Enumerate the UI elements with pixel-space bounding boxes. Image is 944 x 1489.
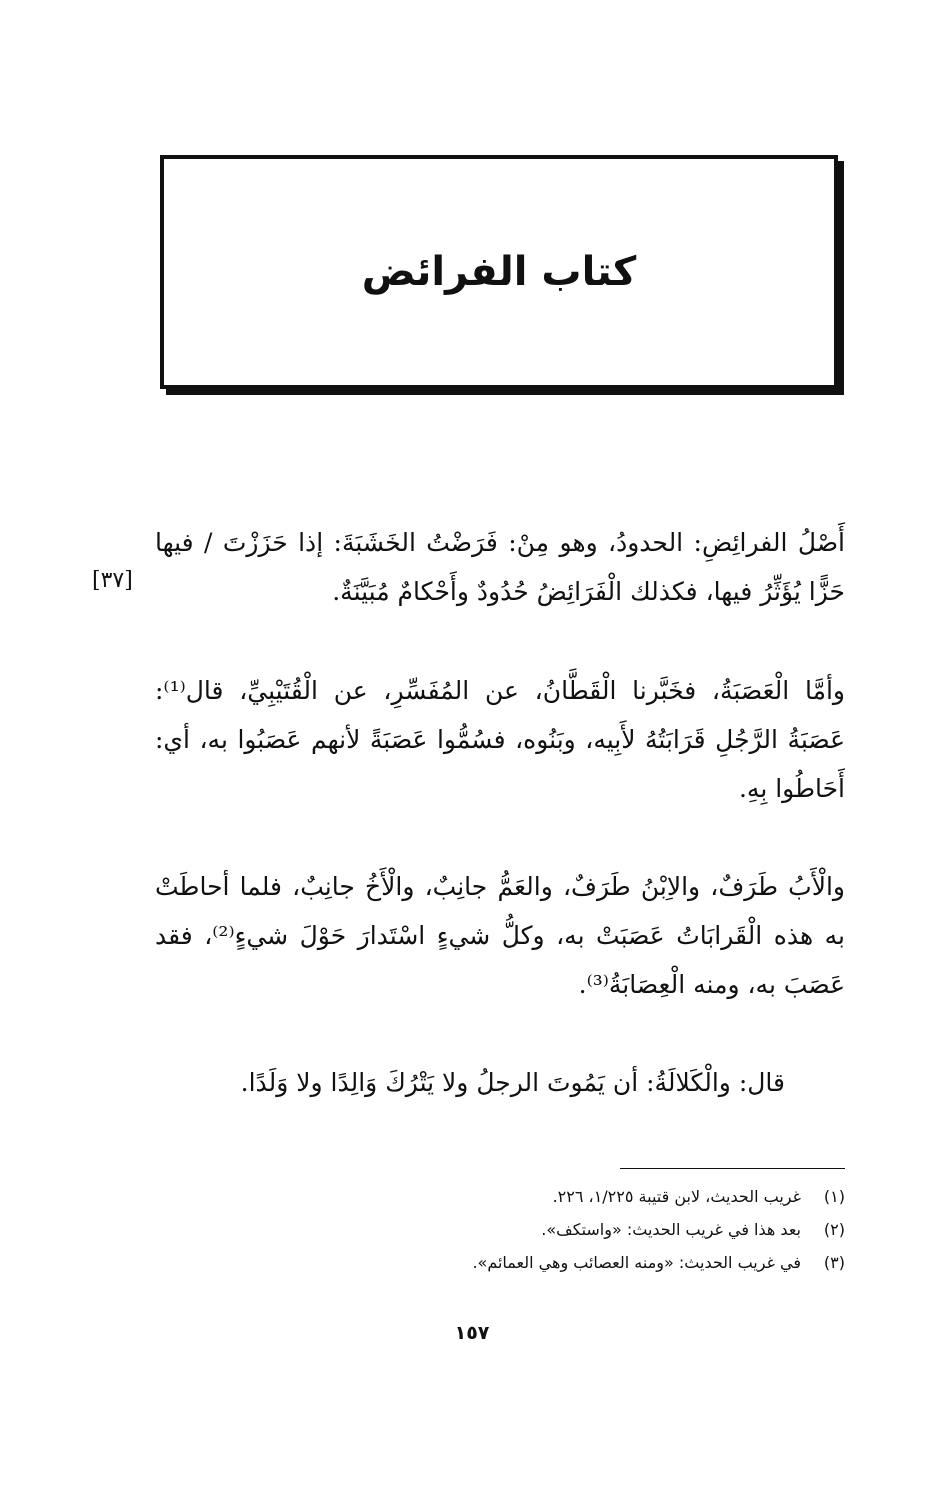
footnote-text: بعد هذا في غريب الحديث: «واستكف». [541,1220,801,1239]
paragraph-4-text: قال: والْكَلالَةُ: أن يَمُوتَ الرجلُ ولا يَتْرُكَ وَالِدًا ولا وَلَدًا. [240,1068,785,1097]
paragraph-2-text: وأمَّا الْعَصَبَةُ، فخَبَّرنا الْقَطَّانُ، عن المُفَسِّرِ، عن الْقُتَيْبِيِّ، قال⁽¹⁾: عَصَبَةُ الرَّجُلِ قَرَابَتُهُ لأَبِيه، وبَنُوه، فسُمُّوا عَصَبَةً لأنهم عَصَبُوا به، أي: أَحَاطُوا بِهِ. [155,676,845,803]
paragraph-1 [155,518,845,616]
footnote-text: غريب الحديث، لابن قتيبة ١/٢٢٥، ٢٢٦. [552,1187,801,1206]
footnote-1 [145,1180,845,1213]
footnote-divider [620,1168,845,1169]
paragraph-2 [155,666,845,813]
paragraph-1-text: أَصْلُ الفرائِضِ: الحدودُ، وهو مِنْ: فَرَضْتُ الخَشَبَةَ: إذا حَزَزْتَ / فيها حَزًّا يُؤَثِّرُ فيها، فكذلك الْفَرَائِضُ حُدُودٌ وأَحْكامٌ مُبَيَّنَةٌ. [155,528,845,606]
paragraph-3 [155,862,845,1009]
margin-folio-note: [٣٧] [92,568,133,593]
footnotes [145,1180,845,1279]
footnote-2 [145,1213,845,1246]
chapter-title: كتاب الفرائض [361,249,637,295]
paragraph-3-text: والْأَبُ طَرَفٌ، والاِبْنُ طَرَفٌ، والعَمُّ جانِبٌ، والْأَخُ جانِبٌ، فلما أحاطَتْ به هذه الْقَرابَاتُ عَصَبَتْ به، وكلُّ شيءٍ اسْتَدارَ حَوْلَ شيءٍ⁽²⁾، فقد عَصَبَ به، ومنه الْعِصَابَةُ⁽³⁾. [155,872,845,999]
footnote-number: (٢) [823,1220,845,1239]
footnote-number: (١) [823,1187,845,1206]
footnote-number: (٣) [823,1253,845,1272]
footnote-3 [145,1246,845,1279]
footnote-text: في غريب الحديث: «ومنه العصائب وهي العمائم». [472,1253,801,1272]
page-number: ١٥٧ [454,1322,490,1344]
chapter-title-frame [160,155,838,389]
paragraph-4 [155,1058,845,1107]
